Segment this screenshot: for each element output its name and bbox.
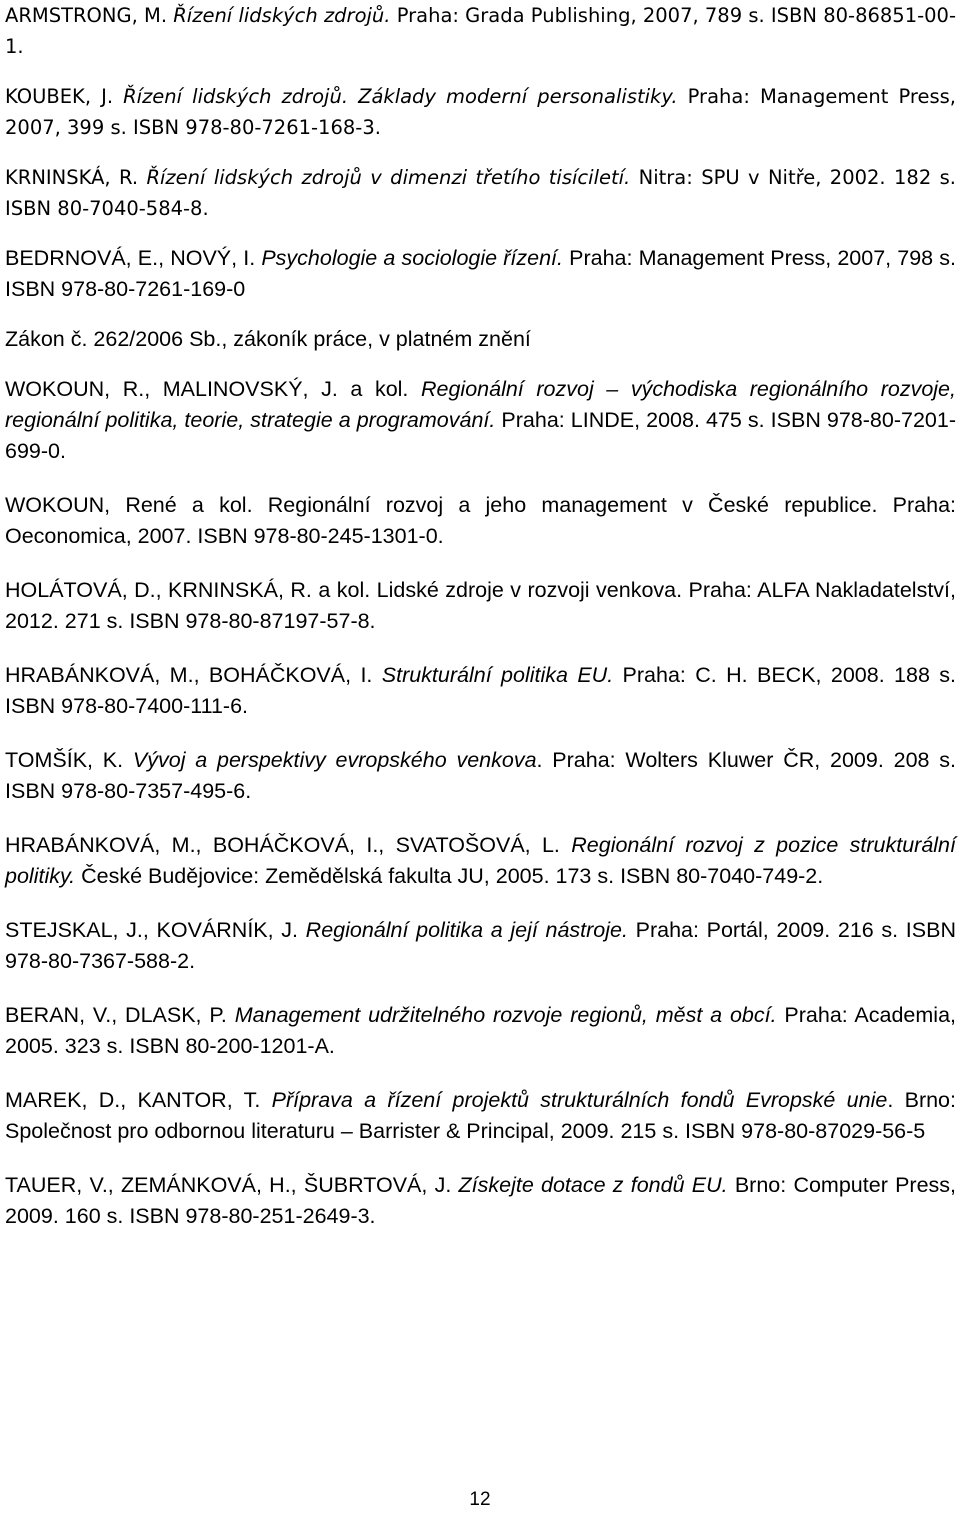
reference-text: TOMŠÍK, K. — [5, 748, 133, 772]
reference-text: KOUBEK, J. — [5, 85, 124, 108]
reference-item — [5, 490, 956, 552]
reference-text: HRABÁNKOVÁ, M., BOHÁČKOVÁ, I., SVATOŠOVÁ, L. — [5, 833, 572, 857]
reference-item — [5, 243, 956, 305]
reference-title: Získejte dotace z fondů EU. — [458, 1173, 728, 1197]
reference-title: Regionální politika a její nástroje. — [305, 918, 628, 942]
reference-text: WOKOUN, René a kol. Regionální rozvoj a jeho management v České republice. Praha: Oeconomica, 2007. ISBN 978-80-245-1301-0. — [5, 493, 956, 548]
reference-item — [5, 0, 956, 62]
reference-item — [5, 374, 956, 467]
reference-title: Regionální rozvoj – východiska regionálního rozvoje, regionální politika, teorie, strategie a programování. — [5, 377, 956, 432]
reference-text: TAUER, V., ZEMÁNKOVÁ, H., ŠUBRTOVÁ, J. — [5, 1173, 459, 1197]
reference-text: Praha: C. H. BECK, 2008. 188 s. ISBN 978-80-7400-111-6. — [5, 663, 956, 718]
reference-title: Regionální rozvoj z pozice strukturální politiky. — [5, 833, 956, 888]
reference-text: KRNINSKÁ, R. — [5, 166, 147, 189]
reference-item — [5, 660, 956, 722]
reference-text: Praha: Academia, 2005. 323 s. ISBN 80-200-1201-A. — [5, 1003, 957, 1058]
reference-item — [5, 1170, 956, 1232]
reference-text: Zákon č. 262/2006 Sb., zákoník práce, v platném znění — [5, 327, 531, 351]
reference-text: Praha: Management Press, 2007, 399 s. ISBN 978-80-7261-168-3. — [5, 85, 957, 139]
reference-item — [5, 1000, 956, 1062]
reference-text: Nitra: SPU v Nitře, 2002. 182 s. ISBN 80-7040-584-8. — [5, 166, 956, 220]
reference-item — [5, 745, 956, 807]
reference-item — [5, 1085, 956, 1147]
reference-text: WOKOUN, R., MALINOVSKÝ, J. a kol. — [5, 377, 421, 401]
reference-text: HRABÁNKOVÁ, M., BOHÁČKOVÁ, I. — [5, 663, 382, 687]
reference-title: Řízení lidských zdrojů v dimenzi třetího tisíciletí. — [146, 166, 631, 189]
reference-text: STEJSKAL, J., KOVÁRNÍK, J. — [5, 918, 306, 942]
reference-text: Praha: Grada Publishing, 2007, 789 s. ISBN 80-86851-00-1. — [5, 4, 956, 58]
reference-title: Vývoj a perspektivy evropského venkova — [132, 748, 537, 772]
bibliography-list — [5, 0, 956, 1255]
reference-title: Příprava a řízení projektů strukturálních fondů Evropské unie — [271, 1088, 888, 1112]
reference-title: Strukturální politika EU. — [381, 663, 614, 687]
reference-text: České Budějovice: Zemědělská fakulta JU, 2005. 173 s. ISBN 80-7040-749-2. — [75, 864, 824, 888]
reference-text: BEDRNOVÁ, E., NOVÝ, I. — [5, 246, 262, 270]
reference-title: Management udržitelného rozvoje regionů, měst a obcí. — [234, 1003, 777, 1027]
reference-text: . Praha: Wolters Kluwer ČR, 2009. 208 s. ISBN 978-80-7357-495-6. — [5, 748, 956, 803]
reference-item — [5, 162, 956, 224]
reference-item — [5, 324, 956, 355]
reference-item — [5, 915, 956, 977]
reference-text: . Brno: Společnost pro odbornou literaturu – Barrister & Principal, 2009. 215 s. ISBN 978-80-87029-56-5 — [5, 1088, 956, 1143]
reference-text: MAREK, D., KANTOR, T. — [5, 1088, 272, 1112]
reference-text: Praha: LINDE, 2008. 475 s. ISBN 978-80-7201-699-0. — [5, 408, 956, 463]
reference-text: HOLÁTOVÁ, D., KRNINSKÁ, R. a kol. Lidské zdroje v rozvoji venkova. Praha: ALFA Nakladatelství, 2012. 271 s. ISBN 978-80-87197-57-8. — [5, 578, 956, 633]
reference-item — [5, 575, 956, 637]
reference-text: Praha: Management Press, 2007, 798 s. ISBN 978-80-7261-169-0 — [5, 246, 956, 301]
page-number: 12 — [469, 1489, 491, 1510]
reference-text: Praha: Portál, 2009. 216 s. ISBN 978-80-7367-588-2. — [5, 918, 956, 973]
reference-text: Brno: Computer Press, 2009. 160 s. ISBN 978-80-251-2649-3. — [5, 1173, 957, 1228]
reference-text: BERAN, V., DLASK, P. — [5, 1003, 235, 1027]
reference-item — [5, 830, 956, 892]
reference-text: ARMSTRONG, M. — [5, 4, 174, 27]
reference-title: Řízení lidských zdrojů. — [173, 4, 391, 27]
reference-title: Řízení lidských zdrojů. Základy moderní personalistiky. — [123, 85, 678, 108]
reference-title: Psychologie a sociologie řízení. — [261, 246, 563, 270]
reference-item — [5, 81, 956, 143]
